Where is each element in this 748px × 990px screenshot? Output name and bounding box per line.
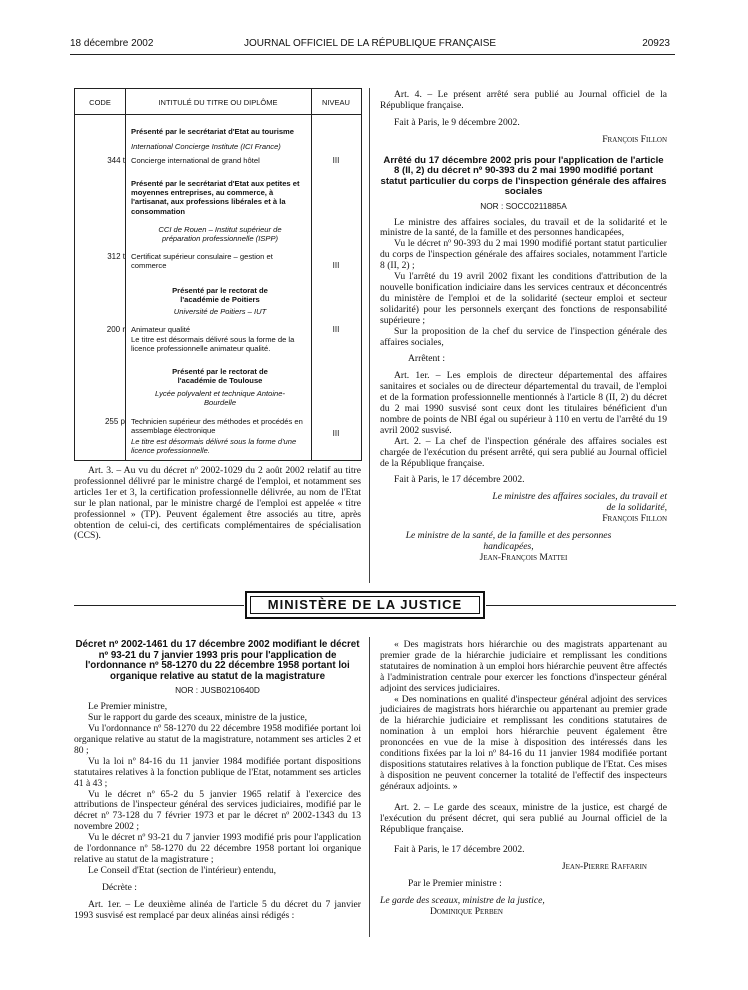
header-rule bbox=[70, 54, 675, 55]
table-code: 200 r bbox=[106, 325, 125, 334]
column-divider bbox=[369, 88, 370, 583]
nor-reference: NOR : SOCC0211885A bbox=[480, 200, 567, 211]
arrete-column bbox=[380, 90, 667, 564]
table-note: Le titre est désormais délivré sous la forme de la licence professionnelle animateur qualité. bbox=[131, 335, 295, 354]
table-section-heading: Présenté par le rectorat de l'académie de Poitiers bbox=[172, 286, 268, 305]
table-column-rule bbox=[125, 89, 126, 460]
nor-reference: NOR : JUSB0210640D bbox=[175, 685, 260, 696]
article-4-text: Art. 4. – Le présent arrêté sera publié au Journal officiel de la République française. bbox=[380, 89, 667, 111]
titles-table bbox=[74, 88, 362, 461]
article-3-column bbox=[74, 466, 361, 542]
article-2-text: Art. 2. – La chef de l'inspection générale des affaires sociales est chargée de l'exécution du présent arrêté, qui sera publié au Journal officiel de la République française. bbox=[380, 435, 667, 469]
article-1-text: Art. 1er. – Le deuxième alinéa de l'article 5 du décret du 7 janvier 1993 susvisé est remplacé par deux alinéas ainsi rédigés : bbox=[74, 898, 361, 921]
signatory-title: Le ministre des affaires sociales, du travail et de la solidarité, bbox=[492, 491, 667, 514]
journal-title: JOURNAL OFFICIEL DE LA RÉPUBLIQUE FRANÇAISE bbox=[243, 38, 497, 49]
preamble-paragraph: Le Premier ministre, bbox=[88, 701, 168, 713]
page-number: 20923 bbox=[642, 38, 670, 49]
header-date: 18 décembre 2002 bbox=[70, 38, 154, 49]
preamble-paragraph: Vu le décret nº 90-393 du 2 mai 1990 modifié portant statut particulier du corps de l'inspection générale des affaires sociales, notamment l'article 8 (II, 2) ; bbox=[380, 238, 667, 272]
column-divider bbox=[369, 637, 370, 937]
table-title: Certificat supérieur consulaire – gestion et commerce bbox=[131, 252, 273, 271]
table-header-code: CODE bbox=[89, 98, 111, 107]
table-header-level: NIVEAU bbox=[322, 98, 350, 107]
signatory: Jean-François Mattei bbox=[479, 551, 568, 563]
article-1-text: Art. 1er. – Les emplois de directeur départemental des affaires sanitaires et sociales ou de directeur départemental du travail, de l'emploi et de la formation professionnelle mentionnés à l'article 8 (II, 2) du décret du 2 mai 1990 susvisé sont ceux dont les titulaires bénéficient d'un nombre de points de NBI égal ou supérieur à 110 en vertu de l'arrêté du 19 avril 2002 susvisé. bbox=[380, 370, 667, 436]
article-3-text: Art. 3. – Au vu du décret nº 2002-1029 du 2 août 2002 relatif au titre professionnel délivré par le ministre chargé de l'emploi, et notamment ses articles 1er et 3, la certification professionnelle délivrée, au nom de l'Etat sur le plan national, par le ministre chargé de l'emploi est appelée « titre professionnel » (TP). Peuvent également être associés au titre, après obtention de celui-ci, des certificats complémentaires de spécialisation (CCS). bbox=[74, 465, 361, 542]
page-header bbox=[70, 38, 670, 52]
quoted-paragraph: « Des magistrats hors hiérarchie ou des magistrats appartenant au premier grade de la hiérarchie judiciaire et remplissant les conditions statutaires de nomination à un emploi hors hiérarchie peuvent être affectés à l'administration centrale pour exercer les fonctions d'inspecteur général adjoint des services judiciaires. bbox=[380, 639, 667, 694]
article-2-text: Art. 2. – Le garde des sceaux, ministre de la justice, est chargé de l'exécution du présent décret, qui sera publié au Journal officiel de la République française. bbox=[380, 801, 667, 835]
preamble-paragraph: Le ministre des affaires sociales, du travail et de la solidarité et le ministre de la santé, de la famille et des personnes handicapées, bbox=[380, 216, 667, 239]
arretent-label: Arrêtent : bbox=[408, 353, 446, 365]
table-code: 255 p bbox=[104, 417, 125, 426]
table-code: 312 t bbox=[107, 252, 125, 261]
ministry-title: MINISTÈRE DE LA JUSTICE bbox=[267, 597, 463, 612]
signed-date: Fait à Paris, le 9 décembre 2002. bbox=[394, 116, 520, 128]
table-level: III bbox=[332, 325, 340, 334]
decret-title: Décret nº 2002-1461 du 17 décembre 2002 modifiant le décret nº 93-21 du 7 janvier 1993 pris pour l'application de l'ordonnance nº 58-1270 du 22 décembre 1958 portant loi organique relative au statut de la magistrature bbox=[75, 639, 360, 682]
preamble-paragraph: Vu le décret nº 65-2 du 5 janvier 1965 relatif à l'exercice des attributions de l'inspecteur général des services judiciaires, modifié par le décret nº 73-128 du 7 février 1973 et par le décret nº 2002-1343 du 13 novembre 2002 ; bbox=[74, 788, 361, 833]
section-rule bbox=[74, 605, 244, 606]
table-code: 344 t bbox=[107, 156, 125, 165]
preamble-paragraph: Vu l'arrêté du 19 avril 2002 fixant les conditions d'attribution de la nouvelle bonification indiciaire dans les services centraux et déconcentrés du ministère de l'emploi et de la solidarité (secteur emploi et secteur solidarité) pour les personnels exerçant des fonctions de responsabilité supérieure ; bbox=[380, 271, 667, 326]
ministry-banner bbox=[245, 591, 485, 619]
signatory: François Fillon bbox=[602, 513, 667, 525]
arrete-title: Arrêté du 17 décembre 2002 pris pour l'application de l'article 8 (II, 2) du décret nº 90-393 du 2 mai 1990 modifié portant statut particulier du corps de l'inspection générale des affaires sociales bbox=[380, 154, 667, 198]
preamble-paragraph: Sur la proposition de la chef du service de l'inspection générale des affaires sociales, bbox=[380, 325, 667, 348]
table-title: Concierge international de grand hôtel bbox=[131, 156, 260, 165]
preamble-paragraph: Vu l'ordonnance nº 58-1270 du 22 décembre 1958 modifiée portant loi organique relative au statut de la magistrature, notamment ses articles 2 et 80 ; bbox=[74, 723, 361, 756]
decrete-label: Décrète : bbox=[102, 881, 137, 893]
table-level: III bbox=[332, 156, 340, 165]
table-header-title: INTITULÉ DU TITRE OU DIPLÔME bbox=[158, 98, 278, 107]
preamble-paragraph: Le Conseil d'Etat (section de l'intérieur) entendu, bbox=[88, 864, 277, 876]
table-level: III bbox=[332, 429, 340, 438]
table-column-rule bbox=[311, 89, 312, 460]
preamble-paragraph: Vu le décret nº 93-21 du 7 janvier 1993 modifié pris pour l'application de l'ordonnance nº 58-1270 du 22 décembre 1958 portant loi organique relative au statut de la magistrature ; bbox=[74, 832, 361, 865]
decret-continued-column bbox=[380, 640, 667, 918]
table-institution: CCI de Rouen – Institut supérieur de préparation professionnelle (ISPP) bbox=[158, 225, 282, 244]
signed-date: Fait à Paris, le 17 décembre 2002. bbox=[394, 474, 525, 486]
table-institution: Université de Poitiers – IUT bbox=[173, 307, 267, 316]
signatory-title: Le ministre de la santé, de la famille et des personnes handicapées, bbox=[405, 530, 612, 552]
table-title: Technicien supérieur des méthodes et procédés en assemblage électronique bbox=[131, 417, 303, 436]
section-rule bbox=[486, 605, 676, 606]
by-prime-minister: Par le Premier ministre : bbox=[408, 878, 502, 890]
table-institution: International Concierge Institute (ICI France) bbox=[131, 142, 281, 151]
table-section-heading: Présenté par le secrétariat d'Etat aux petites et moyennes entreprises, au commerce, à l'artisanat, aux professions libérales et à la consommation bbox=[131, 179, 300, 216]
signatory: François Fillon bbox=[602, 133, 667, 145]
quoted-paragraph: « Des nominations en qualité d'inspecteur général adjoint des services judiciaires de magistrats hors hiérarchie ou appartenant au premier grade de la hiérarchie judiciaire et remplissant les conditions statutaires de nomination à un emploi hors hiérarchie peuvent également être prononcées en vue de la mise à disposition des intéressés dans les conditions fixées par la loi nº 84-16 du 11 janvier 1984 modifiée portant dispositions statutaires relatives à la fonction publique de l'Etat. Ces mises à disposition ne peuvent concerner la totalité de l'effectif des inspecteurs généraux adjoints. » bbox=[380, 693, 667, 792]
decret-column bbox=[74, 640, 361, 922]
table-level: III bbox=[332, 261, 340, 270]
signatory: Jean-Pierre Raffarin bbox=[561, 861, 647, 873]
table-header-rule bbox=[75, 114, 361, 115]
preamble-paragraph: Sur le rapport du garde des sceaux, ministre de la justice, bbox=[88, 712, 307, 724]
signatory-title: Le garde des sceaux, ministre de la justice, bbox=[380, 895, 545, 907]
signed-date: Fait à Paris, le 17 décembre 2002. bbox=[394, 844, 525, 856]
table-note: Le titre est désormais délivré sous la forme d'une licence professionnelle. bbox=[131, 437, 297, 456]
signatory: Dominique Perben bbox=[430, 906, 503, 918]
table-section-heading: Présenté par le rectorat de l'académie de Toulouse bbox=[172, 367, 268, 386]
table-institution: Lycée polyvalent et technique Antoine-Bourdelle bbox=[154, 389, 286, 408]
preamble-paragraph: Vu la loi nº 84-16 du 11 janvier 1984 modifiée portant dispositions statutaires relatives à la fonction publique de l'Etat, notamment ses articles 41 à 43 ; bbox=[74, 755, 361, 789]
table-title: Animateur qualité bbox=[131, 325, 191, 334]
table-section-heading: Présenté par le secrétariat d'Etat au tourisme bbox=[131, 127, 295, 136]
